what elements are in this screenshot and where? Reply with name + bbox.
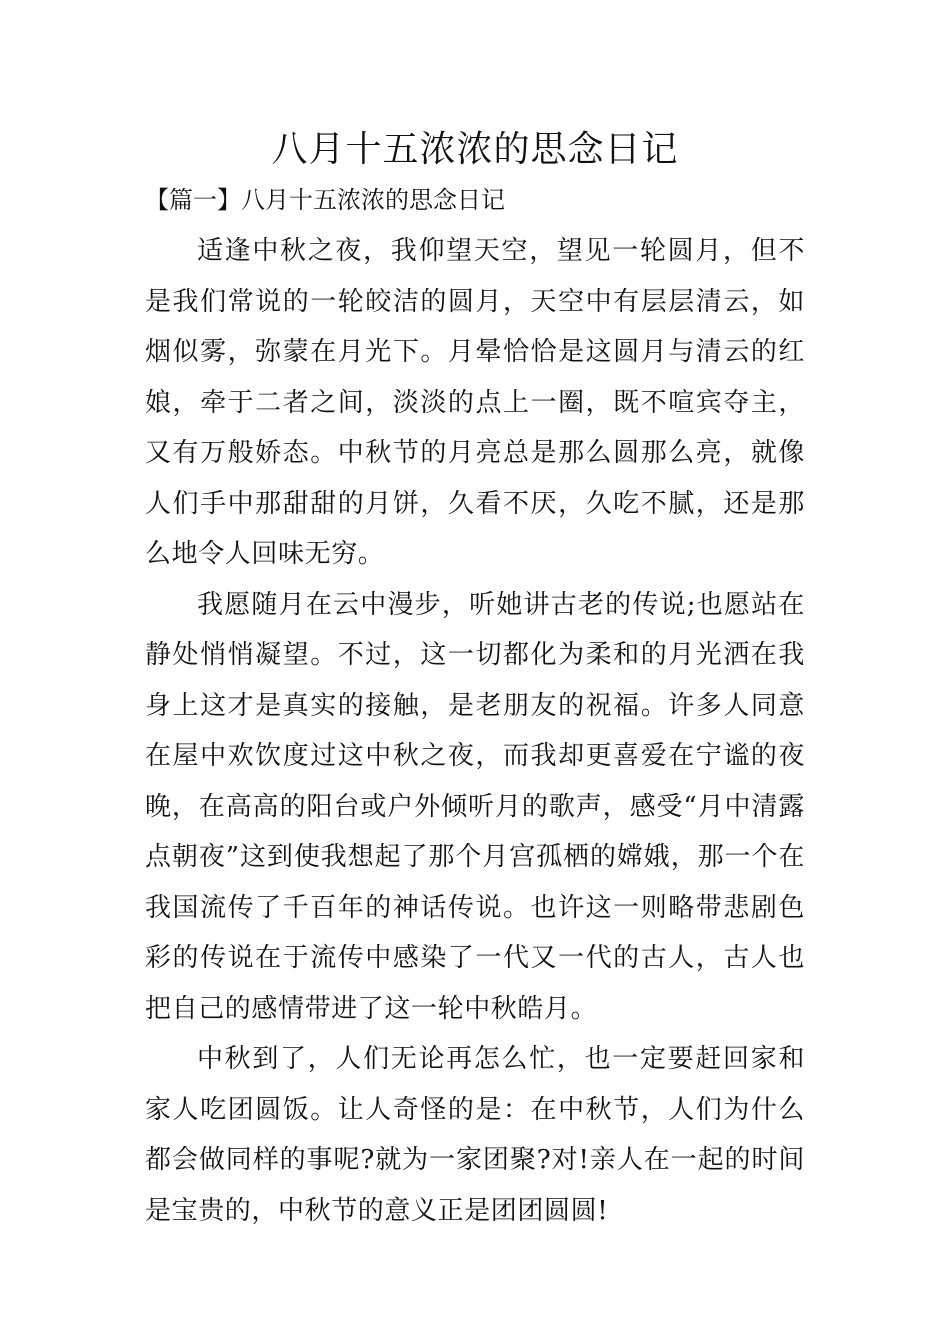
paragraph-1: 适逢中秋之夜，我仰望天空，望见一轮圆月，但不是我们常说的一轮皎洁的圆月，天空中有层层清云，如烟似雾，弥蒙在月光下。月晕恰恰是这圆月与清云的红娘，牵于二者之间，淡淡的点上一圈，既不喧宾夺主，又有万般娇态。中秋节的月亮总是那么圆那么亮，就像人们手中那甜甜的月饼，久看不厌，久吃不腻，还是那么地令人回味无穷。 [145,236,805,569]
article-body [145,226,805,1236]
paragraph-2: 我愿随月在云中漫步，听她讲古老的传说;也愿站在静处悄悄凝望。不过，这一切都化为柔和的月光洒在我身上这才是真实的接触，是老朋友的祝福。许多人同意在屋中欢饮度过这中秋之夜，而我却更喜爱在宁谧的夜晚，在高高的阳台或户外倾听月的歌声，感受“月中清露点朝夜”这到使我想起了那个月宫孤栖的嫦娥，那一个在我国流传了千百年的神话传说。也许这一则略带悲剧色彩的传说在于流传中感染了一代又一代的古人，古人也把自己的感情带进了这一轮中秋皓月。 [145,589,805,1024]
paragraph-3: 中秋到了，人们无论再怎么忙，也一定要赶回家和家人吃团圆饭。让人奇怪的是：在中秋节，人们为什么都会做同样的事呢?就为一家团聚?对!亲人在一起的时间是宝贵的，中秋节的意义正是团团圆圆! [145,1044,805,1226]
page-title: 八月十五浓浓的思念日记 [271,129,679,170]
section-heading: 【篇一】八月十五浓浓的思念日记 [145,186,505,214]
